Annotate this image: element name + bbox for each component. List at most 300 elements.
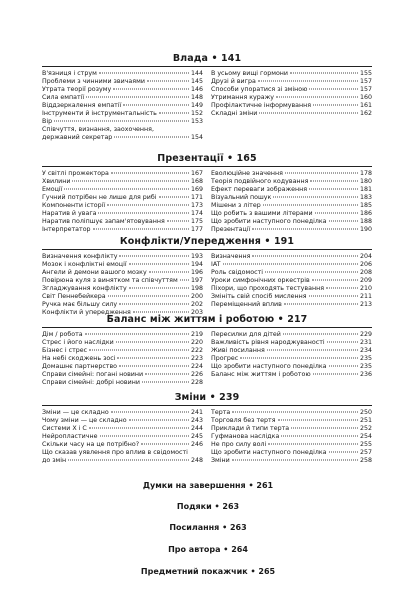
toc-entry-title: Чому зміни — це складно — [42, 417, 127, 424]
dot-leader — [252, 256, 358, 257]
toc-entry — [211, 277, 372, 285]
dot-leader — [89, 428, 189, 429]
toc-entry-title: Приклади й типи терта — [211, 425, 290, 432]
toc-entry-page: 209 — [359, 277, 372, 284]
section-divider — [42, 249, 372, 250]
toc-entry — [211, 457, 372, 465]
toc-entry-page: 211 — [359, 293, 372, 300]
toc-column-right — [211, 170, 372, 234]
toc-entry-page: 193 — [190, 253, 203, 260]
toc-entry-title: Справи сімейні: погані новини — [42, 371, 144, 378]
toc-entry — [42, 186, 203, 194]
dot-leader — [68, 460, 189, 461]
dot-leader — [149, 272, 189, 273]
toc-entry-title: Презентації — [211, 226, 251, 233]
toc-entry — [42, 285, 203, 293]
toc-entry — [211, 210, 372, 218]
dot-leader — [145, 374, 189, 375]
toc-entry-page: 248 — [190, 457, 203, 464]
dot-leader — [310, 181, 358, 182]
toc-entry — [211, 425, 372, 433]
toc-entry-page: 154 — [190, 134, 203, 141]
dot-leader — [85, 334, 189, 335]
dot-leader — [180, 280, 189, 281]
dot-leader — [99, 73, 189, 74]
toc-entry-page: 252 — [359, 425, 372, 432]
toc-entry — [42, 102, 203, 110]
toc-entry-title: Гучний потрібен не лише для рибі — [42, 194, 157, 201]
toc-entry — [42, 409, 203, 417]
section-title: Презентації • 165 — [157, 153, 257, 164]
dot-leader — [107, 205, 189, 206]
section-title: Влада • 141 — [172, 53, 242, 64]
toc-entry-title: Справи сімейні: добрі новини — [42, 379, 140, 386]
dot-leader — [141, 444, 189, 445]
section-divider — [42, 66, 372, 67]
dot-leader — [263, 205, 358, 206]
toc-entry-title: Друзі й вигра — [211, 78, 256, 85]
toc-entry-page: 196 — [190, 269, 203, 276]
dot-leader — [284, 304, 358, 305]
toc-entry-page: 231 — [359, 339, 372, 346]
toc-entry-page: 171 — [190, 194, 203, 201]
dot-leader — [281, 436, 358, 437]
dot-leader — [129, 264, 189, 265]
toc-entry — [42, 363, 203, 371]
toc-entry — [211, 178, 372, 186]
toc-entry-page: 219 — [190, 331, 203, 338]
toc-entry — [211, 441, 372, 449]
toc-entry-title: Способи упоратися зі зміною — [211, 86, 308, 93]
toc-column-left — [42, 70, 203, 142]
toc-entry — [42, 70, 203, 78]
toc-entry — [42, 210, 203, 218]
toc-entry-title: IAT — [211, 261, 221, 268]
dot-leader — [240, 358, 358, 359]
toc-entry-title: Мозок і конфліктні емоції — [42, 261, 127, 268]
toc-entry-page: 188 — [359, 218, 372, 225]
toc-entry — [42, 110, 203, 118]
toc-entry — [42, 202, 203, 210]
dot-leader — [223, 264, 358, 265]
dot-leader — [283, 334, 358, 335]
toc-entry — [42, 355, 203, 363]
toc-entry — [211, 269, 372, 277]
dot-leader — [100, 436, 189, 437]
toc-entry-page: 153 — [190, 118, 203, 125]
dot-leader — [313, 374, 358, 375]
toc-entry-page: 235 — [359, 355, 372, 362]
toc-entry — [211, 110, 372, 118]
dot-leader — [312, 280, 358, 281]
section-title: Зміни • 239 — [174, 392, 240, 403]
section-title: Конфлікти/Упередження • 191 — [119, 236, 295, 247]
toc-entry-title: На небі скоджень зосі — [42, 355, 116, 362]
toc-column-right — [211, 70, 372, 142]
toc-entry-title: Профілактичне інформування — [211, 102, 312, 109]
toc-entry-page: 161 — [359, 102, 372, 109]
toc-entry — [211, 202, 372, 210]
toc-entry-title: Стрес і його наслідки — [42, 339, 114, 346]
toc-entry — [211, 70, 372, 78]
toc-entry-page: 246 — [190, 441, 203, 448]
dot-leader — [119, 304, 189, 305]
toc-entry-title: Віддзеркалення емпатії — [42, 102, 122, 109]
toc-entry — [42, 118, 203, 126]
toc-entry-page: 197 — [190, 277, 203, 284]
toc-entry-title: Що зробити наступного понеділка — [211, 363, 327, 370]
toc-entry-title: Змініть свій спосіб мислення — [211, 293, 307, 300]
toc-entry — [211, 194, 372, 202]
toc-entry — [211, 417, 372, 425]
toc-entry-title: Уроки симфонічних оркестрів — [211, 277, 310, 284]
toc-entry-page: 178 — [359, 170, 372, 177]
toc-entry — [42, 339, 203, 347]
dot-leader — [285, 173, 358, 174]
dot-leader — [119, 256, 188, 257]
toc-entry — [211, 371, 372, 379]
toc-entry-page: 251 — [359, 417, 372, 424]
toc-entry-title: державний секретар — [42, 134, 113, 141]
dot-leader — [86, 97, 189, 98]
dot-leader — [114, 137, 189, 138]
section-divider — [42, 327, 372, 328]
toc-entry — [211, 78, 372, 86]
toc-entry-title: Хвилини — [42, 178, 71, 185]
toc-entry-title: Утримання куражу — [211, 94, 275, 101]
toc-entry-title: Терта — [211, 409, 231, 416]
toc-entry-page: 222 — [190, 347, 203, 354]
toc-entry-title: Переміщенний вплив — [211, 301, 282, 308]
toc-entry-page: 206 — [359, 261, 372, 268]
dot-leader — [232, 412, 358, 413]
back-matter-subject-index: Предметний покажчик • 265 — [140, 567, 276, 576]
toc-entry — [211, 253, 372, 261]
toc-entry-title: Пересилки для дітей — [211, 331, 281, 338]
toc-entry-title: Ангели й демони вашого мозку — [42, 269, 147, 276]
toc-entry-title: Еволюційне значення — [211, 170, 283, 177]
toc-entry-title: Проблеми з чинними звичаями — [42, 78, 145, 85]
toc-entry — [211, 347, 372, 355]
toc-entry-page: 245 — [190, 433, 203, 440]
toc-entry-title: Теорія подвійного кодування — [211, 178, 309, 185]
toc-entry — [42, 86, 203, 94]
toc-entry-title: Співчуття, визнання, заохочення, — [42, 126, 154, 133]
toc-entry-page: 175 — [190, 218, 203, 225]
toc-entry-page: 190 — [359, 226, 372, 233]
toc-entry-page: 228 — [190, 379, 203, 386]
toc-entry-page: 204 — [359, 253, 372, 260]
toc-entry-title: Не про силу волі — [211, 441, 267, 448]
dot-leader — [119, 366, 189, 367]
toc-entry-page: 181 — [359, 186, 372, 193]
toc-section-power — [42, 52, 372, 152]
toc-entry-title: Зміни — [211, 457, 230, 464]
toc-entry-page: 157 — [359, 86, 372, 93]
toc-entry-page: 236 — [359, 371, 372, 378]
toc-entry — [211, 331, 372, 339]
toc-entry-title: Торговля без тертя — [211, 417, 276, 424]
toc-entry-page: 202 — [190, 301, 203, 308]
toc-entry-page: 149 — [190, 102, 203, 109]
toc-entry — [211, 218, 372, 226]
toc-entry-page: 241 — [190, 409, 203, 416]
toc-entry-page: 258 — [359, 457, 372, 464]
toc-entry-page: 234 — [359, 347, 372, 354]
toc-entry-title: Зміни — це складно — [42, 409, 109, 416]
toc-entry — [42, 417, 203, 425]
toc-entry-page: 210 — [359, 285, 372, 292]
toc-entry-title: Складні зміни — [211, 110, 258, 117]
toc-entry — [42, 126, 203, 134]
toc-entry-title: Наратив й увага — [42, 210, 97, 217]
dot-leader — [129, 420, 189, 421]
toc-entry-page: 180 — [359, 178, 372, 185]
toc-entry — [211, 301, 372, 309]
toc-entry-page: 198 — [190, 285, 203, 292]
toc-section-change — [42, 391, 372, 471]
toc-entry — [42, 78, 203, 86]
dot-leader — [142, 382, 189, 383]
toc-entry — [42, 441, 203, 449]
toc-entry-title: Що сказав уявлення про вплив в свідомості — [42, 449, 188, 456]
toc-entry-title: В усьому вищі гормони — [211, 70, 289, 77]
toc-entry-title: Роль свідомості — [211, 269, 263, 276]
toc-entry-page: 243 — [190, 417, 203, 424]
toc-column-left — [42, 170, 203, 234]
toc-entry-title: Що зробити наступного понеділка — [211, 218, 327, 225]
toc-entry-page: 144 — [190, 70, 203, 77]
toc-entry-title: Емоції — [42, 186, 63, 193]
dot-leader — [116, 342, 189, 343]
toc-entry-page: 177 — [190, 226, 203, 233]
toc-entry-title: Інтерпретатор — [42, 226, 91, 233]
toc-entry — [211, 102, 372, 110]
toc-entry — [211, 363, 372, 371]
toc-entry-title: Компоненти історії — [42, 202, 106, 209]
toc-entry — [42, 449, 203, 457]
toc-entry-page: 183 — [359, 194, 372, 201]
dot-leader — [309, 296, 358, 297]
toc-entry-title: Прогрес — [211, 355, 239, 362]
toc-entry-page: 157 — [359, 78, 372, 85]
toc-entry-page: 255 — [359, 441, 372, 448]
toc-entry — [211, 170, 372, 178]
dot-leader — [111, 173, 189, 174]
dot-leader — [329, 221, 358, 222]
dot-leader — [329, 366, 358, 367]
toc-entry-page: 145 — [190, 78, 203, 85]
toc-entry-page: 250 — [359, 409, 372, 416]
dot-leader — [276, 97, 358, 98]
toc-entry-title: Домашнє партнерство — [42, 363, 118, 370]
toc-entry-title: Піхори, що проходять тестування — [211, 285, 324, 292]
toc-entry — [211, 339, 372, 347]
back-matter-about-author: Про автора • 264 — [168, 545, 248, 554]
toc-entry — [211, 449, 372, 457]
toc-entry-page: 160 — [359, 94, 372, 101]
toc-entry-title: Нейропластичне — [42, 433, 98, 440]
toc-entry — [211, 409, 372, 417]
toc-entry — [211, 261, 372, 269]
toc-entry — [42, 379, 203, 387]
dot-leader — [267, 350, 358, 351]
toc-entry-page: 148 — [190, 94, 203, 101]
toc-column-right — [211, 253, 372, 317]
dot-leader — [98, 213, 188, 214]
dot-leader — [93, 229, 189, 230]
toc-entry-title: Сила емпатії — [42, 94, 85, 101]
toc-entry — [42, 457, 203, 465]
section-divider — [42, 405, 372, 406]
dot-leader — [327, 342, 358, 343]
toc-entry — [42, 331, 203, 339]
toc-entry-page: 152 — [190, 110, 203, 117]
toc-column-right — [211, 331, 372, 387]
toc-entry-title: Згладжування конфлікту — [42, 285, 127, 292]
toc-entry — [42, 293, 203, 301]
toc-entry — [42, 218, 203, 226]
toc-entry — [211, 86, 372, 94]
toc-entry — [42, 269, 203, 277]
toc-entry-title: Світ Пеннебейкера — [42, 293, 106, 300]
toc-entry-title: Важливість рівня народжуваності — [211, 339, 325, 346]
toc-entry-page: 203 — [190, 309, 203, 316]
dot-leader — [329, 452, 358, 453]
toc-entry-title: Баланс між життям і роботою — [211, 371, 311, 378]
dot-leader — [278, 420, 358, 421]
toc-entry-title: Утрата теорії розуму — [42, 86, 112, 93]
dot-leader — [117, 358, 188, 359]
toc-entry-page: 194 — [190, 261, 203, 268]
toc-entry — [42, 277, 203, 285]
toc-entry-title: Дім / робота — [42, 331, 83, 338]
toc-entry-title: Що робить з вашими літерами — [211, 210, 313, 217]
dot-leader — [265, 272, 358, 273]
toc-entry-title: Конфлікти й упередження — [42, 309, 131, 316]
toc-entry-page: 244 — [190, 425, 203, 432]
dot-leader — [290, 73, 358, 74]
toc-entry — [42, 433, 203, 441]
toc-column-right — [211, 409, 372, 465]
toc-entry — [211, 226, 372, 234]
dot-leader — [259, 113, 358, 114]
back-matter-acknowledgments: Подяки • 263 — [176, 502, 240, 511]
toc-entry-title: Ефект переваги зображення — [211, 186, 308, 193]
toc-entry-title: Повірюна куля з винятком та співчуттям — [42, 277, 178, 284]
section-title: Баланс між життям і роботою • 217 — [106, 314, 308, 325]
dot-leader — [113, 89, 189, 90]
dot-leader — [72, 181, 189, 182]
toc-entry-title: до змін — [42, 457, 67, 464]
toc-entry-page: 229 — [359, 331, 372, 338]
toc-entry-page: 173 — [190, 202, 203, 209]
dot-leader — [315, 213, 358, 214]
toc-entry-title: Що зробити наступного понеділка — [211, 449, 327, 456]
toc-entry-title: Мішени з літер — [211, 202, 261, 209]
section-divider — [42, 166, 372, 167]
toc-entry-title: Визначення конфлікту — [42, 253, 118, 260]
toc-entry-page: 257 — [359, 449, 372, 456]
toc-entry-page: 223 — [190, 355, 203, 362]
dot-leader — [309, 89, 358, 90]
dot-leader — [291, 428, 358, 429]
dot-leader — [89, 350, 189, 351]
toc-entry-title: Вір — [42, 118, 53, 125]
toc-entry-page: 169 — [190, 186, 203, 193]
toc-section-presentations — [42, 152, 372, 234]
toc-entry-title: Наратив поліпшує запам'ятовування — [42, 218, 165, 225]
dot-leader — [326, 288, 358, 289]
toc-entry-page: 220 — [190, 339, 203, 346]
toc-entry — [42, 226, 203, 234]
dot-leader — [309, 189, 358, 190]
toc-column-left — [42, 409, 203, 465]
toc-entry-page: 200 — [190, 293, 203, 300]
dot-leader — [268, 444, 358, 445]
toc-column-left — [42, 331, 203, 387]
toc-entry — [42, 194, 203, 202]
toc-entry-title: Візуальний пошук — [211, 194, 272, 201]
toc-entry-title: Живі посилання — [211, 347, 265, 354]
toc-entry-page: 224 — [190, 363, 203, 370]
dot-leader — [313, 105, 358, 106]
toc-entry — [211, 186, 372, 194]
toc-entry-page: 213 — [359, 301, 372, 308]
dot-leader — [167, 221, 189, 222]
toc-entry-title: Бізнес і стрес — [42, 347, 88, 354]
toc-entry — [42, 178, 203, 186]
dot-leader — [273, 197, 358, 198]
toc-entry — [42, 301, 203, 309]
dot-leader — [159, 197, 189, 198]
toc-entry — [211, 433, 372, 441]
toc-entry — [211, 293, 372, 301]
toc-entry — [211, 355, 372, 363]
dot-leader — [252, 229, 358, 230]
toc-entry-page: 208 — [359, 269, 372, 276]
toc-entry — [42, 170, 203, 178]
toc-entry-page: 185 — [359, 202, 372, 209]
back-matter-references: Посилання • 263 — [169, 523, 247, 532]
dot-leader — [147, 81, 189, 82]
toc-entry-title: Ручка має більшу силу — [42, 301, 118, 308]
toc-entry — [211, 94, 372, 102]
toc-entry-page: 146 — [190, 86, 203, 93]
toc-entry-title: Гуфманова наслідка — [211, 433, 280, 440]
toc-entry-page: 254 — [359, 433, 372, 440]
dot-leader — [258, 81, 358, 82]
toc-entry — [42, 425, 203, 433]
toc-entry — [42, 261, 203, 269]
toc-entry-title: В'язниця і струм — [42, 70, 97, 77]
toc-entry — [211, 285, 372, 293]
dot-leader — [232, 460, 358, 461]
dot-leader — [64, 189, 189, 190]
dot-leader — [129, 288, 189, 289]
toc-entry-page: 167 — [190, 170, 203, 177]
dot-leader — [108, 296, 189, 297]
toc-entry-page: 168 — [190, 178, 203, 185]
dot-leader — [54, 121, 189, 122]
toc-entry-page: 186 — [359, 210, 372, 217]
toc-entry — [42, 253, 203, 261]
toc-entry-title: У світлі прожектора — [42, 170, 109, 177]
toc-entry — [42, 347, 203, 355]
toc-entry-page: 226 — [190, 371, 203, 378]
toc-section-work-life-balance — [42, 313, 372, 393]
toc-entry-title: Інструменти й інструментальність — [42, 110, 157, 117]
